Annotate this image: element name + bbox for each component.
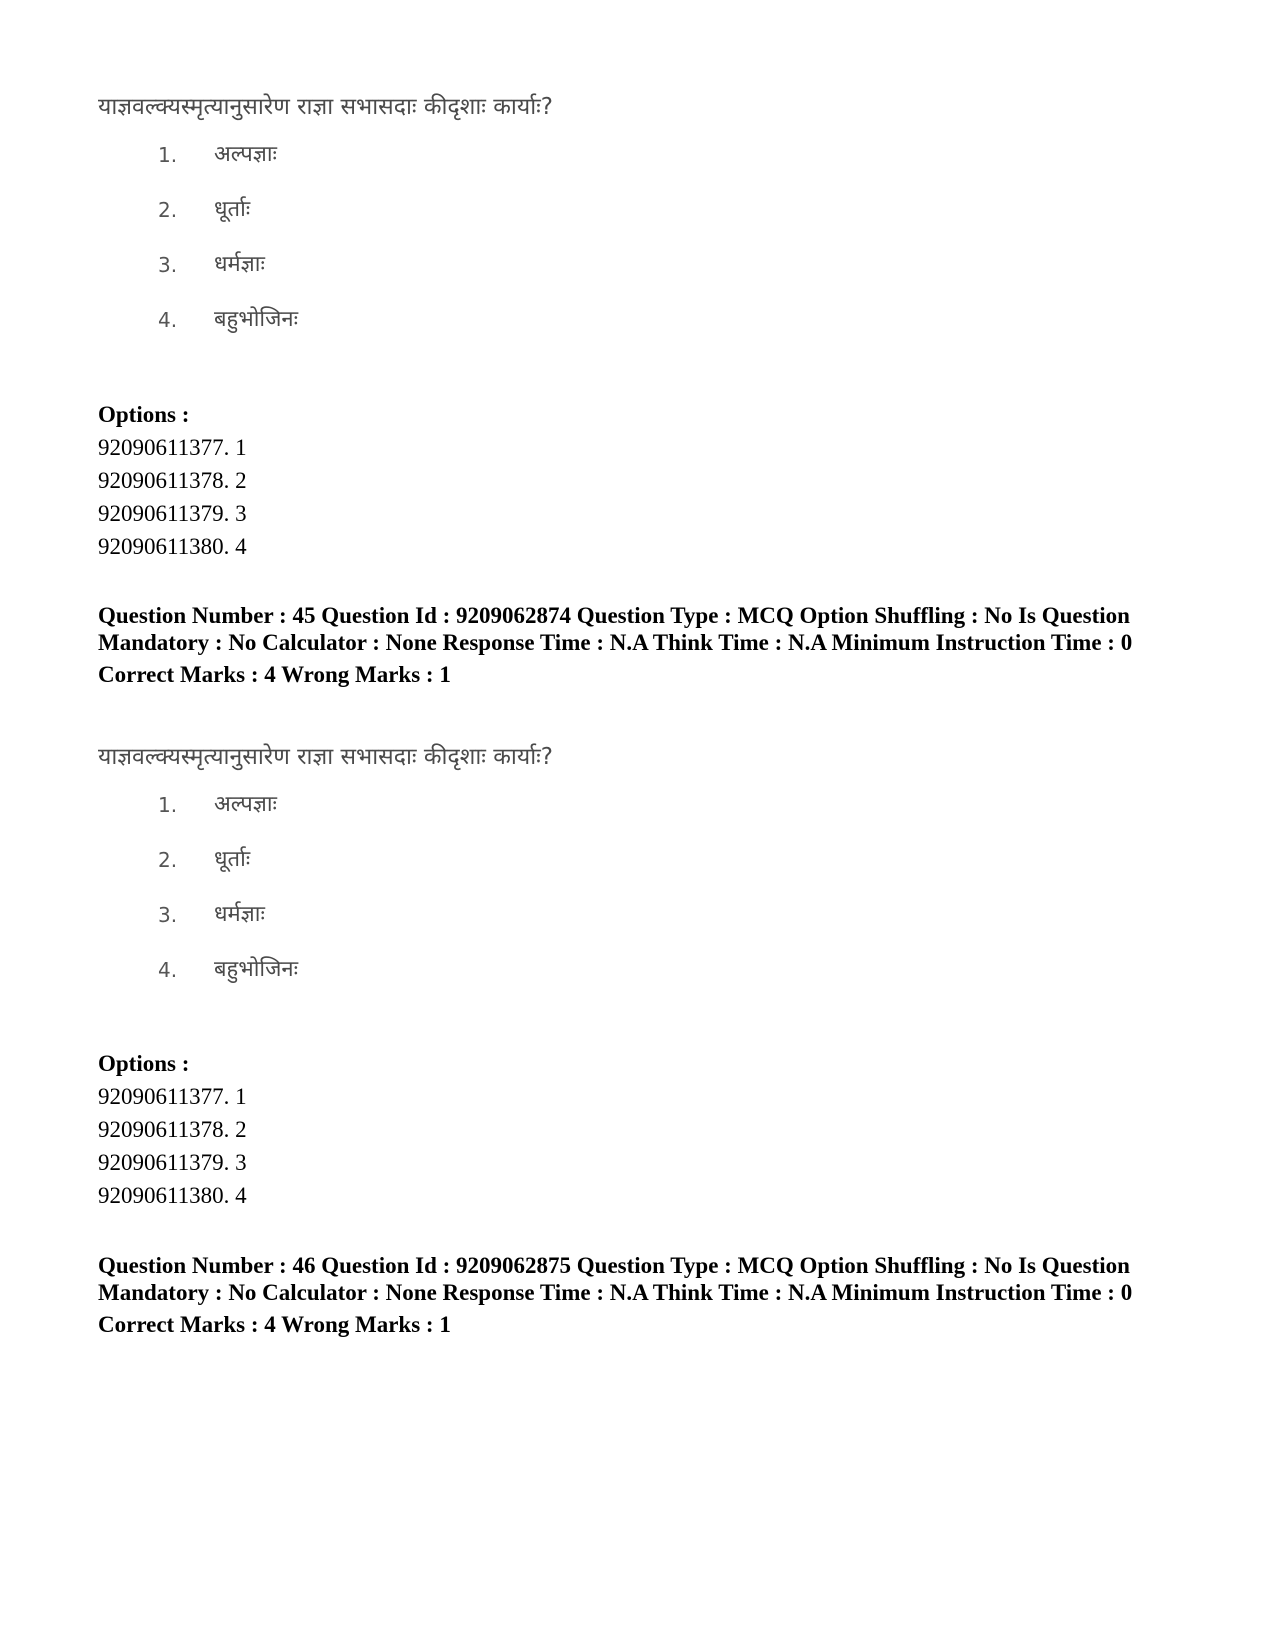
choice-number: 3. — [158, 253, 178, 277]
option-row: 92090611379. 3 — [98, 1150, 247, 1175]
choice-text: धर्मज्ञाः — [214, 902, 265, 927]
question-image-1 — [98, 92, 658, 332]
choice-item — [158, 955, 298, 1010]
option-row: 92090611377. 1 — [98, 1084, 247, 1109]
question-meta-46 — [98, 1252, 1188, 1338]
choice-text: धूर्ताः — [214, 197, 251, 222]
option-row: 92090611380. 4 — [98, 1183, 247, 1208]
choice-item — [158, 900, 298, 955]
choice-number: 1. — [158, 793, 178, 817]
question-meta-45 — [98, 602, 1188, 688]
options-section-2 — [98, 1047, 247, 1212]
choice-item — [158, 790, 298, 845]
choice-number: 3. — [158, 903, 178, 927]
choice-text: बहुभोजिनः — [214, 307, 299, 332]
choice-list — [158, 140, 298, 360]
choice-number: 2. — [158, 198, 178, 222]
question-text: याज्ञवल्क्यस्मृत्यानुसारेण राज्ञा सभासदाः कीदृशाः कार्याः? — [98, 744, 554, 770]
choice-item — [158, 845, 298, 900]
option-row: 92090611377. 1 — [98, 435, 247, 460]
options-title: Options : — [98, 1051, 190, 1076]
option-row: 92090611380. 4 — [98, 534, 247, 559]
question-text: याज्ञवल्क्यस्मृत्यानुसारेण राज्ञा सभासदाः कीदृशाः कार्याः? — [98, 94, 554, 120]
choice-text: अल्पज्ञाः — [214, 142, 277, 167]
options-section-1 — [98, 398, 247, 563]
choice-item — [158, 140, 298, 195]
choice-number: 4. — [158, 308, 178, 332]
question-marks: Correct Marks : 4 Wrong Marks : 1 — [98, 1312, 451, 1337]
choice-item — [158, 250, 298, 305]
choice-text: बहुभोजिनः — [214, 957, 299, 982]
choice-text: अल्पज्ञाः — [214, 792, 277, 817]
choice-item — [158, 305, 298, 360]
options-title: Options : — [98, 402, 190, 427]
choice-text: धर्मज्ञाः — [214, 252, 265, 277]
option-row: 92090611378. 2 — [98, 1117, 247, 1142]
choice-number: 1. — [158, 143, 178, 167]
question-meta-text: Question Number : 45 Question Id : 9209062874 Question Type : MCQ Option Shuffling : No Is Question Mandatory : No Calculator : None Response Time : N.A Think Time : N.A Minimum Instruction Time : 0 — [98, 603, 1133, 655]
choice-list — [158, 790, 298, 1010]
option-row: 92090611378. 2 — [98, 468, 247, 493]
choice-number: 2. — [158, 848, 178, 872]
choice-item — [158, 195, 298, 250]
choice-number: 4. — [158, 958, 178, 982]
question-marks: Correct Marks : 4 Wrong Marks : 1 — [98, 662, 451, 687]
choice-text: धूर्ताः — [214, 847, 251, 872]
question-meta-text: Question Number : 46 Question Id : 9209062875 Question Type : MCQ Option Shuffling : No Is Question Mandatory : No Calculator : None Response Time : N.A Think Time : N.A Minimum Instruction Time : 0 — [98, 1253, 1133, 1305]
question-image-2 — [98, 742, 658, 982]
option-row: 92090611379. 3 — [98, 501, 247, 526]
